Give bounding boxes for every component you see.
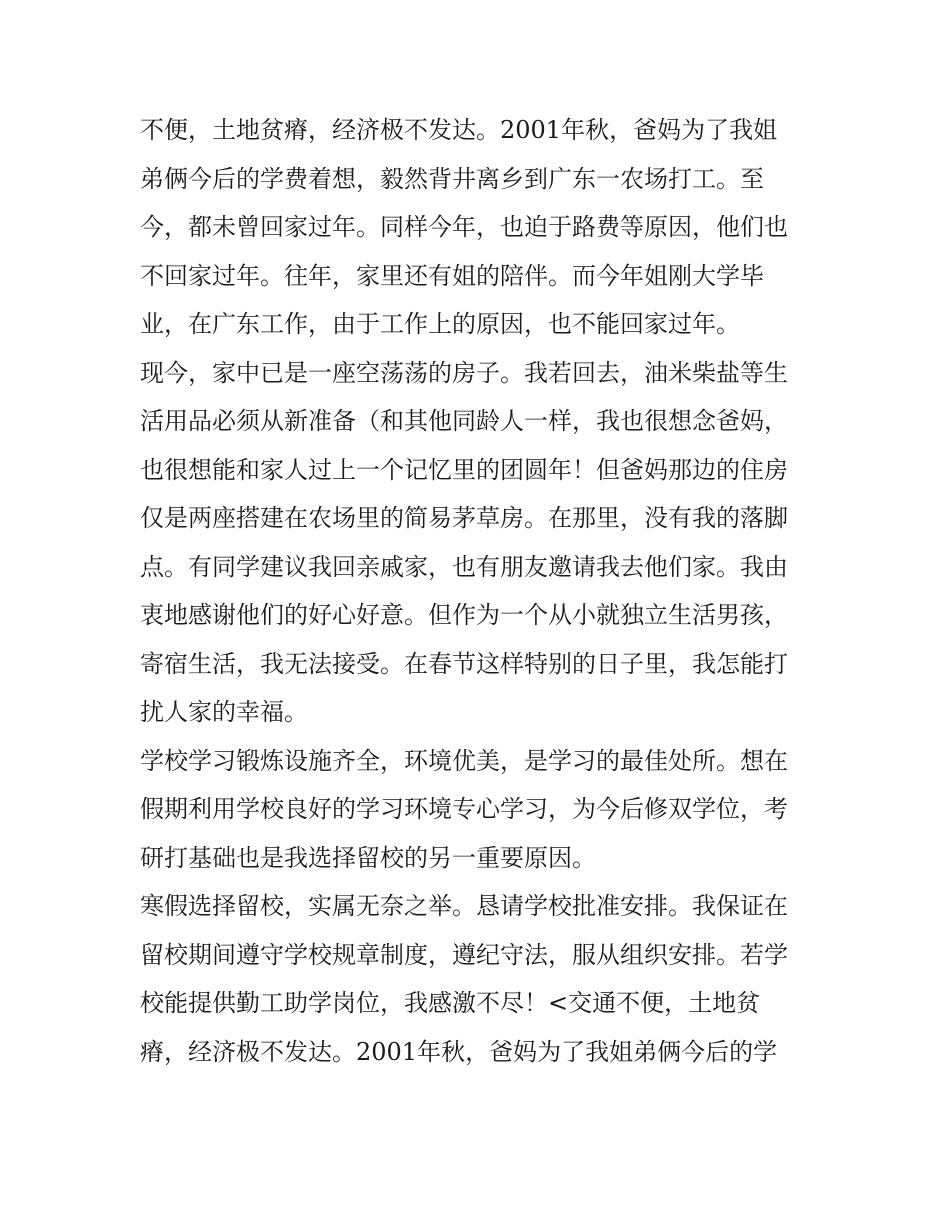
- text-line: 假期利用学校良好的学习环境专心学习，为今后修双学位，考: [140, 795, 788, 823]
- text-line: 校能提供勤工助学岗位，我感激不尽！<交通不便，土地贫: [140, 989, 761, 1017]
- text-line: 活用品必须从新准备（和其他同龄人一样，我也很想念爸妈，: [140, 407, 788, 435]
- text-line: 瘠，经济极不发达。2001年秋，爸妈为了我姐弟俩今后的学: [140, 1037, 778, 1066]
- text-line: 衷地感谢他们的好心好意。但作为一个从小就独立生活男孩，: [140, 601, 788, 629]
- text-line: 弟俩今后的学费着想，毅然背井离乡到广东一农场打工。至: [140, 164, 764, 193]
- text-line: 学校学习锻炼设施齐全，环境优美，是学习的最佳处所。想在: [140, 746, 788, 775]
- document-body: [140, 106, 820, 1076]
- text-line: 留校期间遵守学校规章制度，遵纪守法，服从组织安排。若学: [140, 940, 788, 969]
- text-line: 寒假选择留校，实属无奈之举。恳请学校批准安排。我保证在: [140, 892, 788, 920]
- text-line: 点。有同学建议我回亲戚家，也有朋友邀请我去他们家。我由: [140, 552, 788, 581]
- text-line: 现今，家中已是一座空荡荡的房子。我若回去，油米柴盐等生: [140, 358, 788, 387]
- text-line: 今，都未曾回家过年。同样今年，也迫于路费等原因，他们也: [140, 213, 788, 241]
- text-line: 仅是两座搭建在农场里的简易茅草房。在那里，没有我的落脚: [140, 504, 788, 532]
- text-line: 不回家过年。往年，家里还有姐的陪伴。而今年姐刚大学毕: [140, 261, 764, 290]
- text-line: 业，在广东工作，由于工作上的原因，也不能回家过年。: [140, 310, 740, 338]
- text-line: 扰人家的幸福。: [140, 698, 308, 726]
- text-line: 不便，土地贫瘠，经济极不发达。2001年秋，爸妈为了我姐: [140, 116, 778, 144]
- text-line: 寄宿生活，我无法接受。在春节这样特别的日子里，我怎能打: [140, 649, 788, 678]
- text-line: 也很想能和家人过上一个记忆里的团圆年！但爸妈那边的住房: [140, 455, 788, 484]
- text-line: 研打基础也是我选择留校的另一重要原因。: [140, 843, 596, 872]
